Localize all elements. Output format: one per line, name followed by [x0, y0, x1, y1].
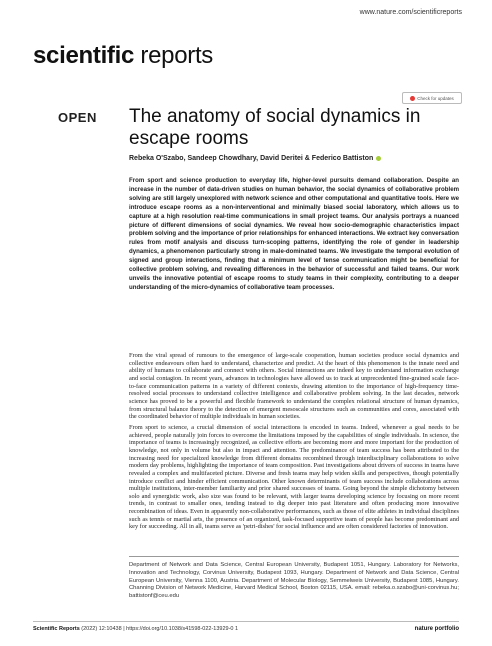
abstract: From sport and science production to everyday life, higher-level pursuits demand collaboration. Despite an increase in the number of data-driven studies on human behavior, the social dynamics of collaborative problem solving are still largely unexplored with network science and other computational and quantitative tools. Here we introduce escape rooms as a non-interventional and minimally biased social laboratory, which allows us to capture at a high resolution real-time communications in small project teams. Our analysis portrays a nuanced picture of different dimensions of social dynamics. We reveal how socio-demographic characteristics impact problem solving and the importance of prior relationships for enhanced interactions. We extract key conversation rules from motif analysis and discuss turn-scoping patterns, identifying the role of gender in leadership dynamics, a phenomenon particularly strong in male-dominated teams. We investigate the temporal evolution of signed and group interactions, finding that a minimum level of tense communication might be beneficial for collective problem solving, and revealing differences in the behavior of successful and failed teams. Our work unveils the innovative potential of escape rooms to study teams in their complexity, contributing to a deeper understanding of the micro-dynamics of collaborative team processes. — [129, 177, 459, 291]
open-access-label: OPEN — [58, 110, 97, 125]
check-for-updates-badge[interactable] — [402, 92, 462, 104]
masthead-bold: scientific — [33, 42, 135, 69]
check-updates-icon — [410, 96, 415, 101]
article-title: The anatomy of social dynamics in escape rooms — [129, 106, 421, 149]
masthead-light: reports — [134, 42, 214, 69]
journal-url[interactable]: www.nature.com/scientificreports — [359, 9, 462, 16]
page-footer — [33, 621, 459, 632]
author-affiliations: Department of Network and Data Science, Central European University, Budapest 1051, Hungary. Laboratory for Networks, Innovation and Technology, Corvinus University, Budapest 1093, Hungary. Department of Network and Data Science, Central European University, Vienna 1100, Austria. Department of Molecular Biology, Semmelweis University, Budapest 1085, Hungary. Channing Division of Network Medicine, Harvard Medical School, Boston 02115, USA. email: rebeka.o.szabo@uni-corvinus.hu; battistonf@ceu.edu — [129, 556, 459, 601]
footer-page-number: 1 — [235, 626, 239, 632]
author-names: Rebeka O'Szabo, Sandeep Chowdhary, David Deritei & Federico Battiston — [129, 155, 374, 162]
footer-doi[interactable]: | https://doi.org/10.1038/s41598-022-13929-0 — [123, 626, 234, 632]
body-paragraph: From the viral spread of rumours to the emergence of large-scale cooperation, human societies produce social dynamics and collective endeavours often hard to understand, characterize and predict. At the heart of this phenomenon is the innate need and ability of humans to collaborate and connect with others. Social interactions are indeed key to understand information exchange and social contagion. In recent years, advances in technologies have allowed us to track at unprecedented fine-grained scale face-to-face communication patterns in a variety of different contexts, drawing attention to the importance of high-frequency time-resolved social processes to understand collective intelligence and collaborative problem solving. In the last decades, network science has proved to be a powerful and flexible framework to understand the complex relational structure of human dynamics, from structural balance theory to the detection of emergent mesoscale structures such as communities and cores, associated with the coordinated behavior of multiple individuals in human societies. — [129, 352, 459, 421]
check-updates-label: Check for updates — [417, 95, 454, 101]
body-paragraph: From sport to science, a crucial dimension of social interactions is encoded in teams. Indeed, whenever a goal needs to be achieved, people naturally join forces to overcome the limitations imposed by the capabilities of single individuals. In science, the importance of teams is increasingly recognized, as collective efforts are becoming more and more important for the production of knowledge, not only in volume but also in impact and attention. The predominance of team success has been attributed to the increasing need for specialized knowledge from different domains recombined through interdisciplinary collaborations to solve modern day problems, highlighting the importance of team composition. Past investigations about drivers of success in teams have revealed a complex and multifaceted picture. Diverse and fresh teams may help widen skills and perspectives, though potentially introduce conflict and hinder efficient communication. Other known determinants of team success include collaborations across multiple institutions, inter-member familiarity and prior shared successes of teams. Going beyond the simple dichotomy between solo and synergistic work, also size was found to be relevant, with larger teams developing science by focusing on more recent trends, in contrast to smaller ones, tending instead to dig deeper into past literature and often producing more innovative recombination of ideas. Even in apparently non-collaborative performances, such as those of elite athletes in individual disciplines such as tennis or martial arts, the presence of an organized, task-focused supportive team of people has become predominant and key for succeeding. All in all, teams serve as 'petri-dishes' for social influence and are often considered factories of innovation. — [129, 423, 459, 531]
footer-volume: (2022) 12:10438 — [81, 626, 122, 632]
article-body — [129, 352, 459, 534]
publisher-logo: nature portfolio — [414, 626, 459, 632]
orcid-icon[interactable] — [376, 156, 381, 161]
footer-citation — [33, 626, 238, 632]
author-list — [129, 155, 459, 162]
journal-masthead — [33, 42, 213, 70]
footer-journal: Scientific Reports — [33, 626, 80, 632]
